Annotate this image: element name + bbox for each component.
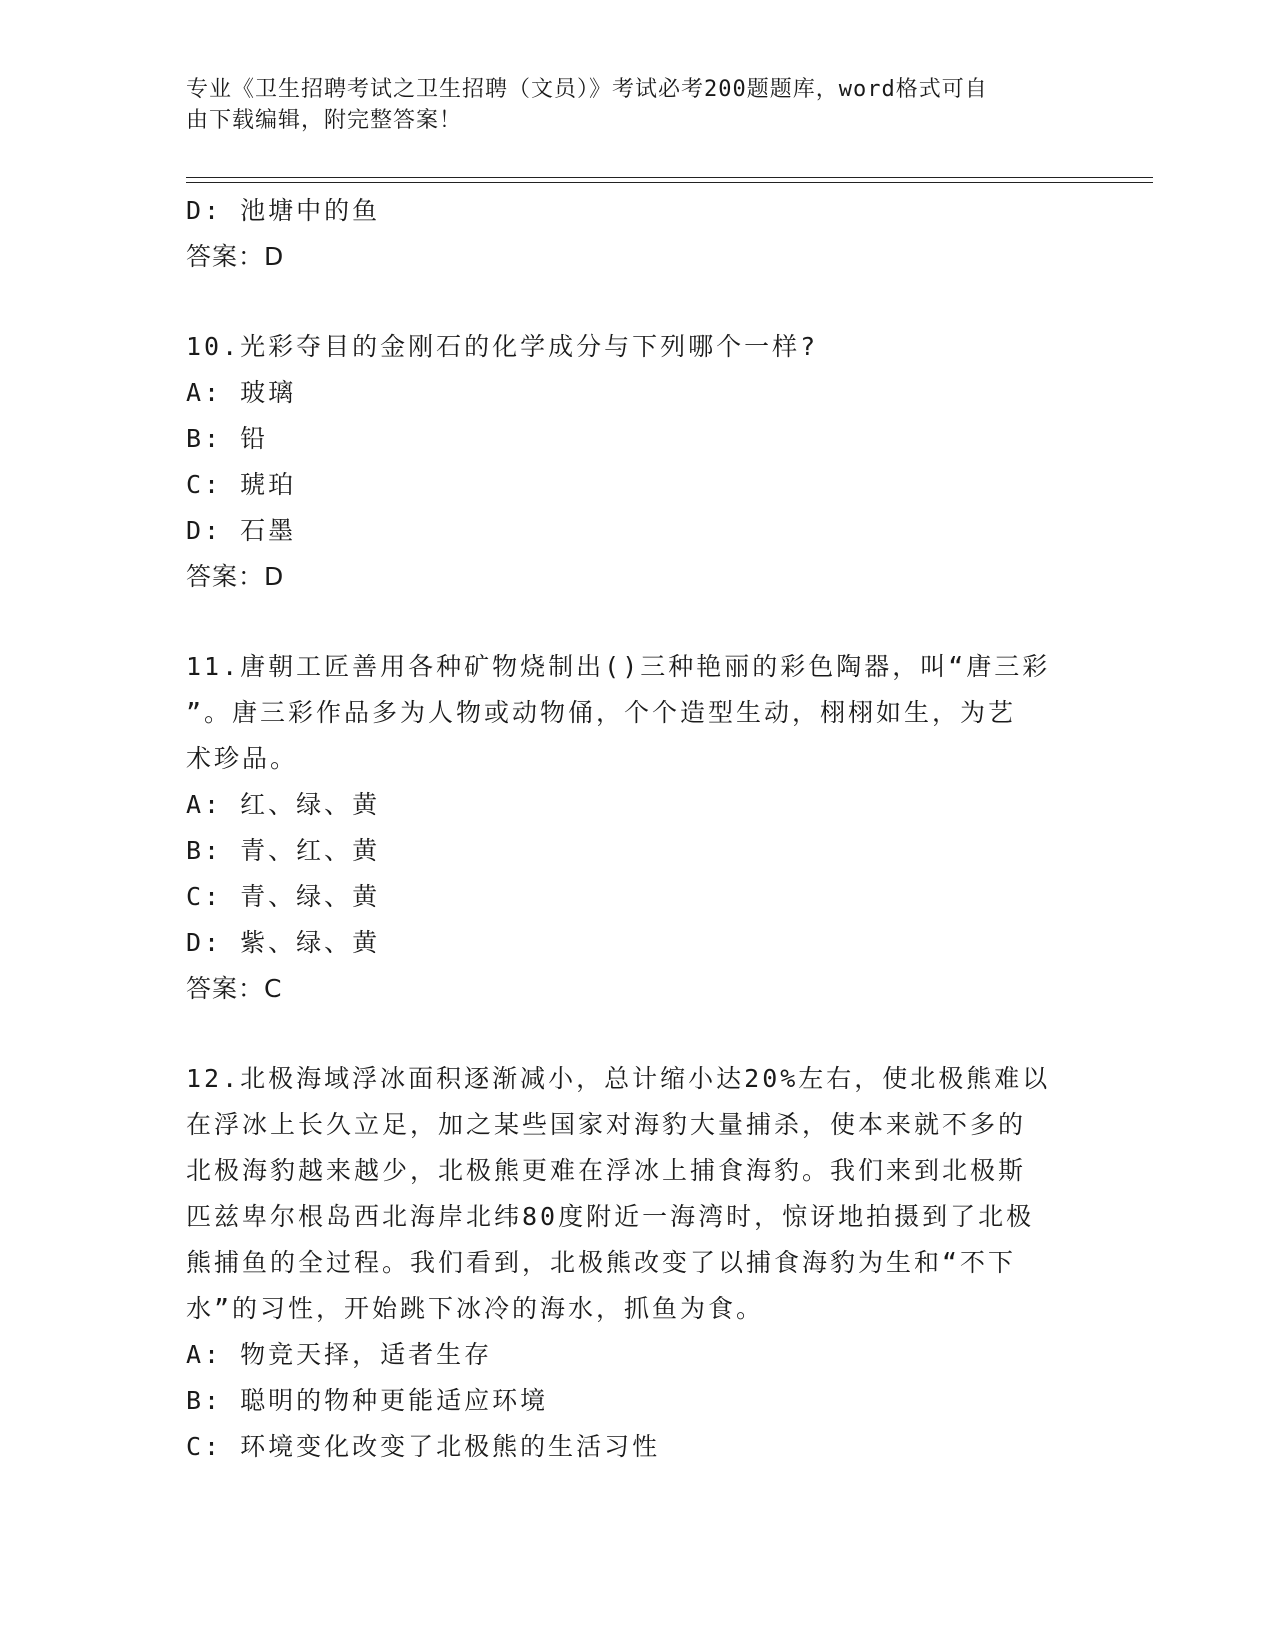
question-11-stem-line: ”。唐三彩作品多为人物或动物俑，个个造型生动，栩栩如生，为艺 bbox=[186, 698, 1017, 727]
question-11-option-a: A: 红、绿、黄 bbox=[186, 790, 381, 819]
question-content bbox=[186, 188, 1066, 1470]
question-10-option-d: D: 石墨 bbox=[186, 516, 297, 545]
question-10-answer: 答案：D bbox=[186, 562, 285, 591]
spacer bbox=[186, 600, 1066, 644]
document-header bbox=[186, 74, 1066, 136]
question-10-option-b: B: 铅 bbox=[186, 424, 269, 453]
question-12-stem-line: 熊捕鱼的全过程。我们看到，北极熊改变了以捕食海豹为生和“不下 bbox=[186, 1248, 1017, 1277]
question-11-stem-line: 11.唐朝工匠善用各种矿物烧制出()三种艳丽的彩色陶器，叫“唐三彩 bbox=[186, 652, 1051, 681]
question-12-stem-line: 水”的习性，开始跳下冰冷的海水，抓鱼为食。 bbox=[186, 1294, 765, 1323]
header-divider-bottom bbox=[186, 182, 1153, 183]
question-11-option-b: B: 青、红、黄 bbox=[186, 836, 381, 865]
question-12-stem-line: 12.北极海域浮冰面积逐渐减小，总计缩小达20%左右，使北极熊难以 bbox=[186, 1064, 1051, 1093]
question-12-stem-line: 匹兹卑尔根岛西北海岸北纬80度附近一海湾时，惊讶地拍摄到了北极 bbox=[186, 1202, 1035, 1231]
spacer bbox=[186, 280, 1066, 324]
question-10-option-a: A: 玻璃 bbox=[186, 378, 297, 407]
question-11-option-c: C: 青、绿、黄 bbox=[186, 882, 381, 911]
question-12-stem bbox=[186, 1056, 1066, 1332]
header-divider-top bbox=[186, 177, 1153, 178]
answer-line: 答案：D bbox=[186, 242, 285, 271]
question-11-option-d: D: 紫、绿、黄 bbox=[186, 928, 381, 957]
question-11-stem bbox=[186, 644, 1066, 782]
question-12-stem-line: 北极海豹越来越少，北极熊更难在浮冰上捕食海豹。我们来到北极斯 bbox=[186, 1156, 1027, 1185]
question-12-option-c: C: 环境变化改变了北极熊的生活习性 bbox=[186, 1432, 661, 1461]
question-12-stem-line: 在浮冰上长久立足，加之某些国家对海豹大量捕杀，使本来就不多的 bbox=[186, 1110, 1027, 1139]
header-line-2: 由下载编辑，附完整答案！ bbox=[186, 108, 463, 133]
question-10-option-c: C: 琥珀 bbox=[186, 470, 297, 499]
question-10-stem: 10.光彩夺目的金刚石的化学成分与下列哪个一样? bbox=[186, 332, 819, 361]
question-11-answer: 答案：C bbox=[186, 974, 283, 1003]
question-12-option-b: B: 聪明的物种更能适应环境 bbox=[186, 1386, 549, 1415]
spacer bbox=[186, 1012, 1066, 1056]
header-line-1: 专业《卫生招聘考试之卫生招聘（文员）》考试必考200题题库，word格式可自 bbox=[186, 77, 988, 102]
question-12-option-a: A: 物竞天择，适者生存 bbox=[186, 1340, 493, 1369]
question-11-stem-line: 术珍品。 bbox=[186, 744, 299, 773]
option-d: D: 池塘中的鱼 bbox=[186, 196, 381, 225]
